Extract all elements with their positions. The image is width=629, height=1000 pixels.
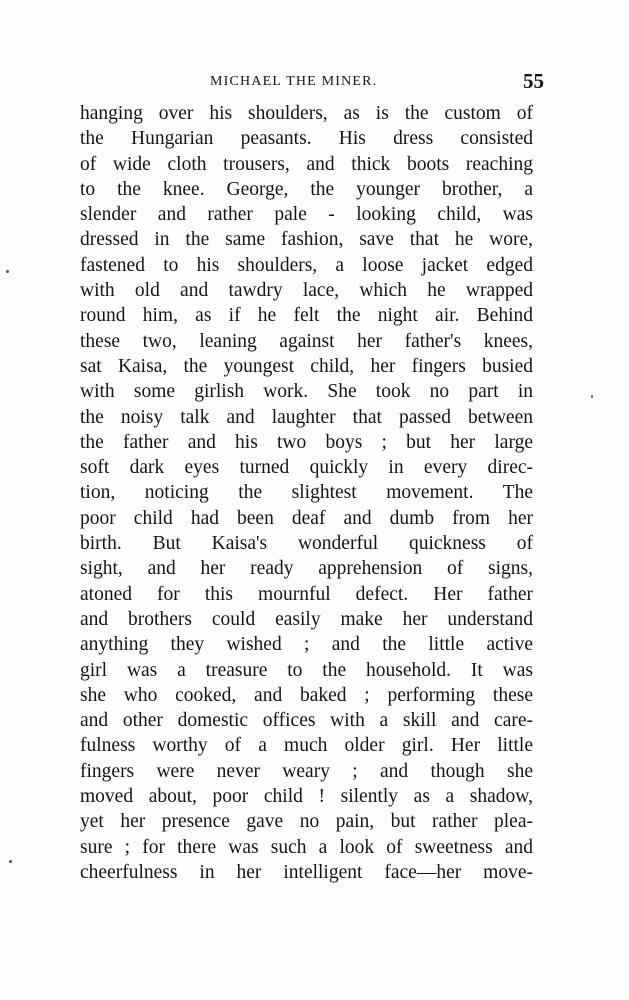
scan-speck — [6, 270, 9, 273]
text-line: yet her presence gave no pain, but rather plea- — [80, 811, 533, 833]
text-line: fingers were never weary ; and though she — [80, 760, 533, 782]
text-line: sat Kaisa, the youngest child, her fingers busied — [80, 355, 533, 377]
text-line: the Hungarian peasants. His dress consisted — [80, 128, 533, 150]
text-line: of wide cloth trousers, and thick boots reaching — [80, 153, 533, 175]
text-line: the father and his two boys ; but her large — [80, 431, 533, 453]
text-line: dressed in the same fashion, save that he wore, — [80, 229, 533, 251]
text-line: to the knee. George, the younger brother, a — [80, 178, 533, 200]
text-line: sure ; for there was such a look of sweetness and — [80, 836, 533, 858]
text-line: atoned for this mournful defect. Her father — [80, 583, 533, 605]
text-line: with some girlish work. She took no part in — [80, 381, 533, 403]
text-line: these two, leaning against her father's knees, — [80, 330, 533, 352]
body-text — [80, 101, 533, 885]
text-line: cheerfulness in her intelligent face—her move- — [80, 861, 533, 883]
text-line: anything they wished ; and the little active — [80, 634, 533, 656]
text-line: with old and tawdry lace, which he wrapped — [80, 280, 533, 302]
text-line: birth. But Kaisa's wonderful quickness of — [80, 533, 533, 555]
text-line: and other domestic offices with a skill and care- — [80, 710, 533, 732]
scan-speck — [591, 395, 593, 398]
text-line: fulness worthy of a much older girl. Her little — [80, 735, 533, 757]
page-number: 55 — [523, 69, 544, 93]
text-line: poor child had been deaf and dumb from her — [80, 507, 533, 529]
text-line: sight, and her ready apprehension of signs, — [80, 558, 533, 580]
text-line: girl was a treasure to the household. It was — [80, 659, 533, 681]
text-line: soft dark eyes turned quickly in every direc- — [80, 457, 533, 479]
running-title: MICHAEL THE MINER. — [210, 74, 378, 89]
scan-speck — [9, 860, 12, 863]
text-line: slender and rather pale - looking child, was — [80, 204, 533, 226]
text-line: moved about, poor child ! silently as a shadow, — [80, 786, 533, 808]
text-line: tion, noticing the slightest movement. The — [80, 482, 533, 504]
text-line: round him, as if he felt the night air. Behind — [80, 305, 533, 327]
running-head — [80, 69, 544, 96]
text-line: and brothers could easily make her understand — [80, 608, 533, 630]
text-line: hanging over his shoulders, as is the custom of — [80, 103, 533, 124]
text-line: the noisy talk and laughter that passed between — [80, 406, 533, 428]
text-line: fastened to his shoulders, a loose jacket edged — [80, 254, 533, 276]
text-line: she who cooked, and baked ; performing these — [80, 684, 533, 706]
